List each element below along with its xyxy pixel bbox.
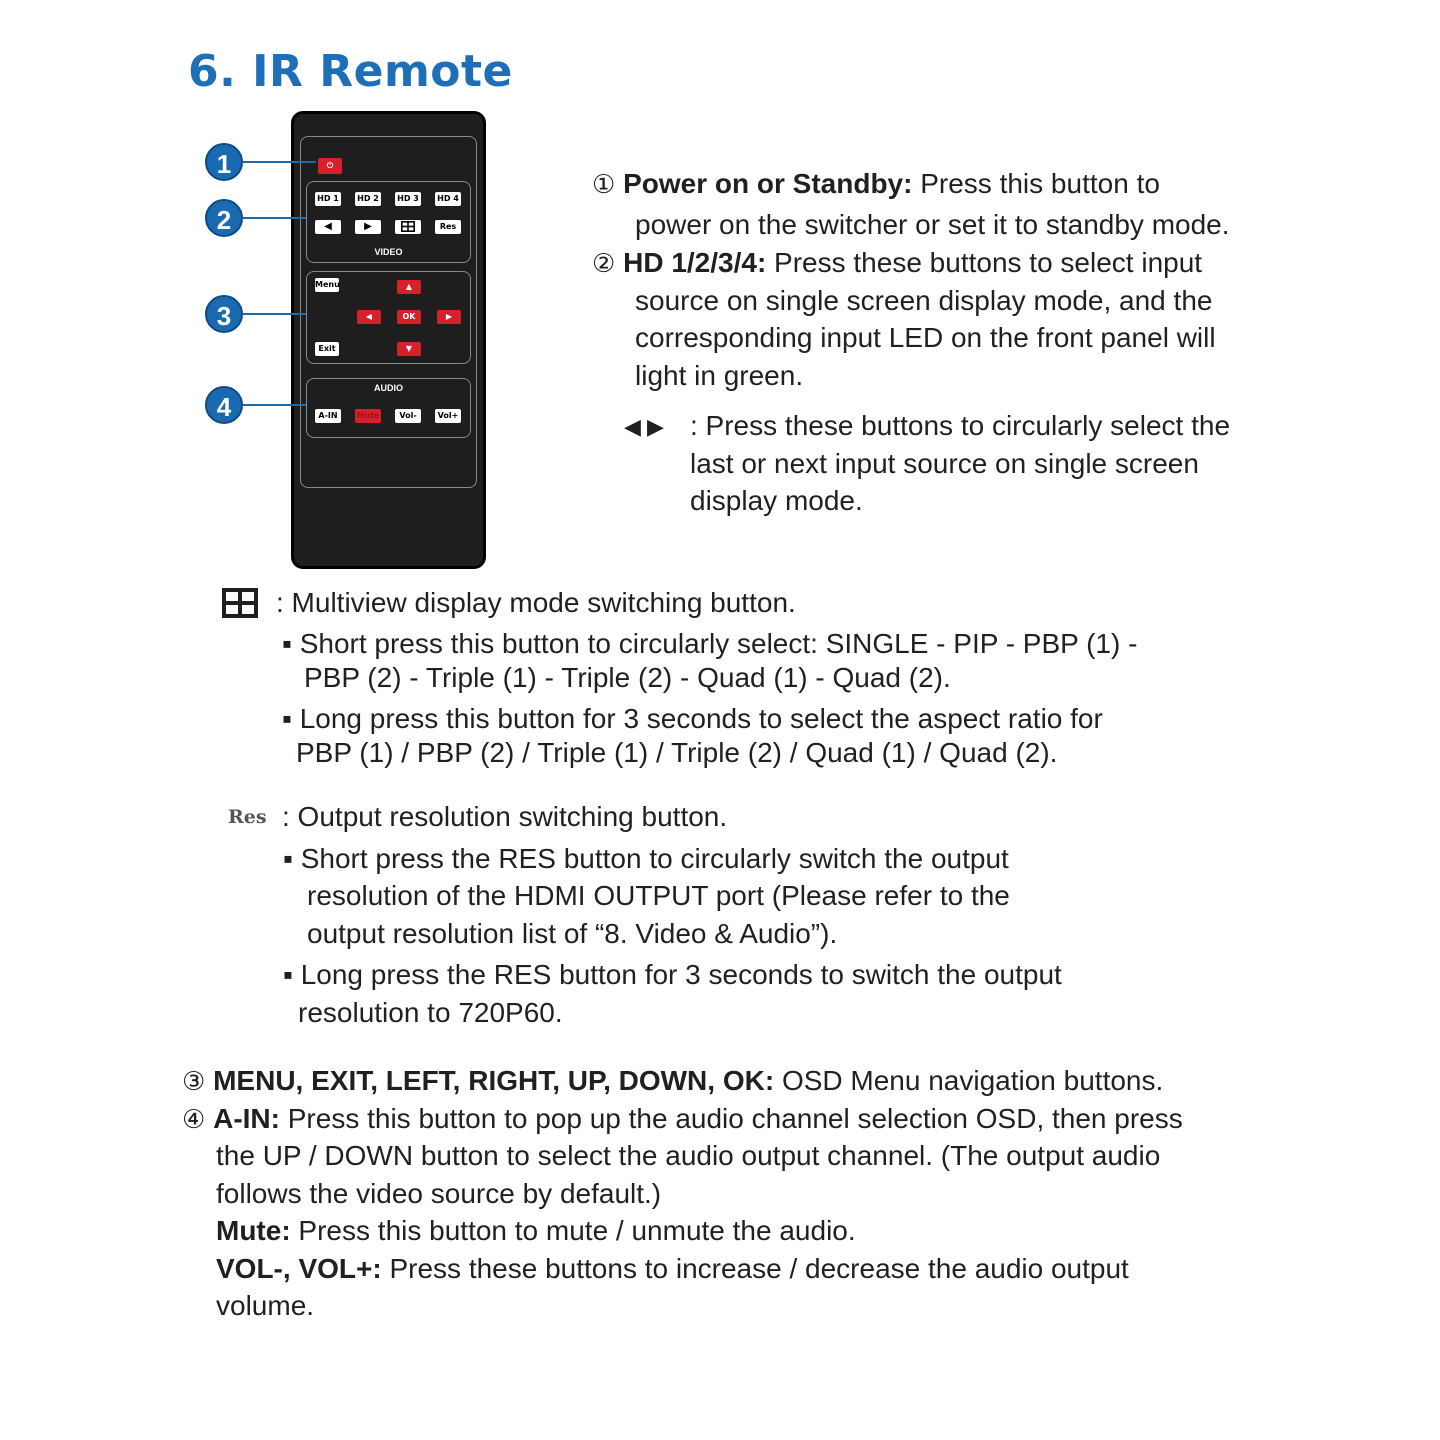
vol-item-line1 <box>216 1250 1129 1288</box>
res-bullet2-line2: resolution to 720P60. <box>298 997 563 1028</box>
res-bullet1-line3: output resolution list of “8. Video & Audio”). <box>307 918 838 949</box>
video-label: VIDEO <box>374 247 403 257</box>
multiview-bullet2-line1: ▪ Long press this button for 3 seconds to select the aspect ratio for <box>282 703 1103 734</box>
power-text-1: Press this button to <box>912 168 1160 199</box>
arrow-up-icon: ▲ <box>405 282 413 291</box>
left-right-arrows <box>624 414 664 440</box>
triangle-left-icon: ◀ <box>324 221 332 232</box>
ir-remote-illustration <box>291 111 486 569</box>
down-button[interactable] <box>397 342 421 356</box>
arrow-down-icon: ▼ <box>405 344 413 353</box>
a-in-button[interactable]: A-IN <box>315 409 341 423</box>
power-button[interactable] <box>318 158 342 174</box>
prev-source-button[interactable] <box>315 220 341 234</box>
vol-text-1: Press these buttons to increase / decrease the audio output <box>381 1253 1129 1284</box>
ain-term: A-IN: <box>213 1103 280 1134</box>
multiview-icon <box>222 588 258 618</box>
arrows-item-line3: display mode. <box>690 485 863 516</box>
vol-term: VOL-, VOL+: <box>216 1253 382 1284</box>
triangle-left-icon: ◀ <box>624 414 641 439</box>
hd-term: HD 1/2/3/4: <box>623 247 767 278</box>
res-button[interactable]: Res <box>435 220 461 234</box>
menu-term: MENU, EXIT, LEFT, RIGHT, UP, DOWN, OK: <box>213 1065 775 1096</box>
hd-item-line2: source on single screen display mode, and the <box>635 285 1213 316</box>
ain-item-line3: follows the video source by default.) <box>216 1178 662 1209</box>
res-icon-label: Res <box>228 806 267 828</box>
mute-item-line <box>216 1212 856 1250</box>
marker-1: ① <box>592 170 616 200</box>
multiview-icon <box>401 221 415 232</box>
audio-panel <box>306 378 471 438</box>
hd3-button[interactable]: HD 3 <box>395 192 421 206</box>
up-button[interactable] <box>397 280 421 294</box>
ain-text-1: Press this button to pop up the audio channel selection OSD, then press <box>279 1103 1183 1134</box>
left-button[interactable] <box>357 310 381 324</box>
marker-3: ③ <box>182 1067 206 1097</box>
hd2-button[interactable]: HD 2 <box>355 192 381 206</box>
page-title: 6. IR Remote <box>188 46 513 97</box>
hd1-button[interactable]: HD 1 <box>315 192 341 206</box>
menu-panel <box>306 271 471 364</box>
res-bullet1-line2: resolution of the HDMI OUTPUT port (Please refer to the <box>307 880 1010 911</box>
vol-up-button[interactable]: Vol+ <box>435 409 461 423</box>
multiview-bullet2-line2: PBP (1) / PBP (2) / Triple (1) / Triple (2) / Quad (1) / Quad (2). <box>296 737 1058 768</box>
mute-button[interactable]: Mute <box>355 409 381 423</box>
right-button[interactable] <box>437 310 461 324</box>
hd-item-line3: corresponding input LED on the front panel will <box>635 322 1216 353</box>
arrow-right-icon: ▶ <box>445 312 453 321</box>
callout-line-4 <box>240 404 306 406</box>
multiview-bullet1-line1: ▪ Short press this button to circularly select: SINGLE - PIP - PBP (1) - <box>282 628 1138 659</box>
hd4-button[interactable]: HD 4 <box>435 192 461 206</box>
arrows-item-line1: : Press these buttons to circularly select the <box>690 410 1231 441</box>
res-bullet1-line1: ▪ Short press the RES button to circularly switch the output <box>283 843 1009 874</box>
audio-label: AUDIO <box>374 383 403 393</box>
vol-down-button[interactable]: Vol- <box>395 409 421 423</box>
callout-3: 3 <box>205 295 243 333</box>
triangle-right-icon: ▶ <box>364 221 372 232</box>
multiview-bullet1-line2: PBP (2) - Triple (1) - Triple (2) - Quad (1) - Quad (2). <box>304 662 951 693</box>
mute-term: Mute: <box>216 1215 291 1246</box>
multiview-line1: : Multiview display mode switching button. <box>276 587 796 618</box>
marker-4: ④ <box>182 1105 206 1135</box>
ok-button[interactable]: OK <box>397 310 421 324</box>
triangle-right-icon: ▶ <box>647 414 664 439</box>
ain-item-line2: the UP / DOWN button to select the audio output channel. (The output audio <box>216 1140 1161 1171</box>
power-item-line1 <box>592 165 1160 205</box>
callout-1: 1 <box>205 143 243 181</box>
menu-button[interactable]: Menu <box>315 278 339 292</box>
res-bullet2-line1: ▪ Long press the RES button for 3 seconds to switch the output <box>283 959 1062 990</box>
vol-item-line2: volume. <box>216 1290 315 1321</box>
next-source-button[interactable] <box>355 220 381 234</box>
exit-button[interactable]: Exit <box>315 342 339 356</box>
callout-line-2 <box>240 217 306 219</box>
menu-item-line <box>182 1062 1163 1102</box>
callout-2: 2 <box>205 199 243 237</box>
power-term: Power on or Standby: <box>623 168 913 199</box>
ain-item-line1 <box>182 1100 1183 1140</box>
arrows-item-line2: last or next input source on single screen <box>690 448 1199 479</box>
arrow-left-icon: ◀ <box>365 312 373 321</box>
power-icon: ⏻ <box>326 161 334 170</box>
marker-2: ② <box>592 249 616 279</box>
mute-text: Press this button to mute / unmute the audio. <box>290 1215 856 1246</box>
callout-line-3 <box>240 313 306 315</box>
hd-text-1: Press these buttons to select input <box>766 247 1203 278</box>
video-panel <box>306 181 471 263</box>
hd-item-line4: light in green. <box>635 360 804 391</box>
callout-4: 4 <box>205 386 243 424</box>
hd-item-line1 <box>592 244 1202 284</box>
res-line1: : Output resolution switching button. <box>282 801 728 832</box>
power-item-line2: power on the switcher or set it to standby mode. <box>635 209 1230 240</box>
callout-line-1 <box>240 161 316 163</box>
menu-text: OSD Menu navigation buttons. <box>774 1065 1164 1096</box>
multiview-button[interactable] <box>395 220 421 234</box>
